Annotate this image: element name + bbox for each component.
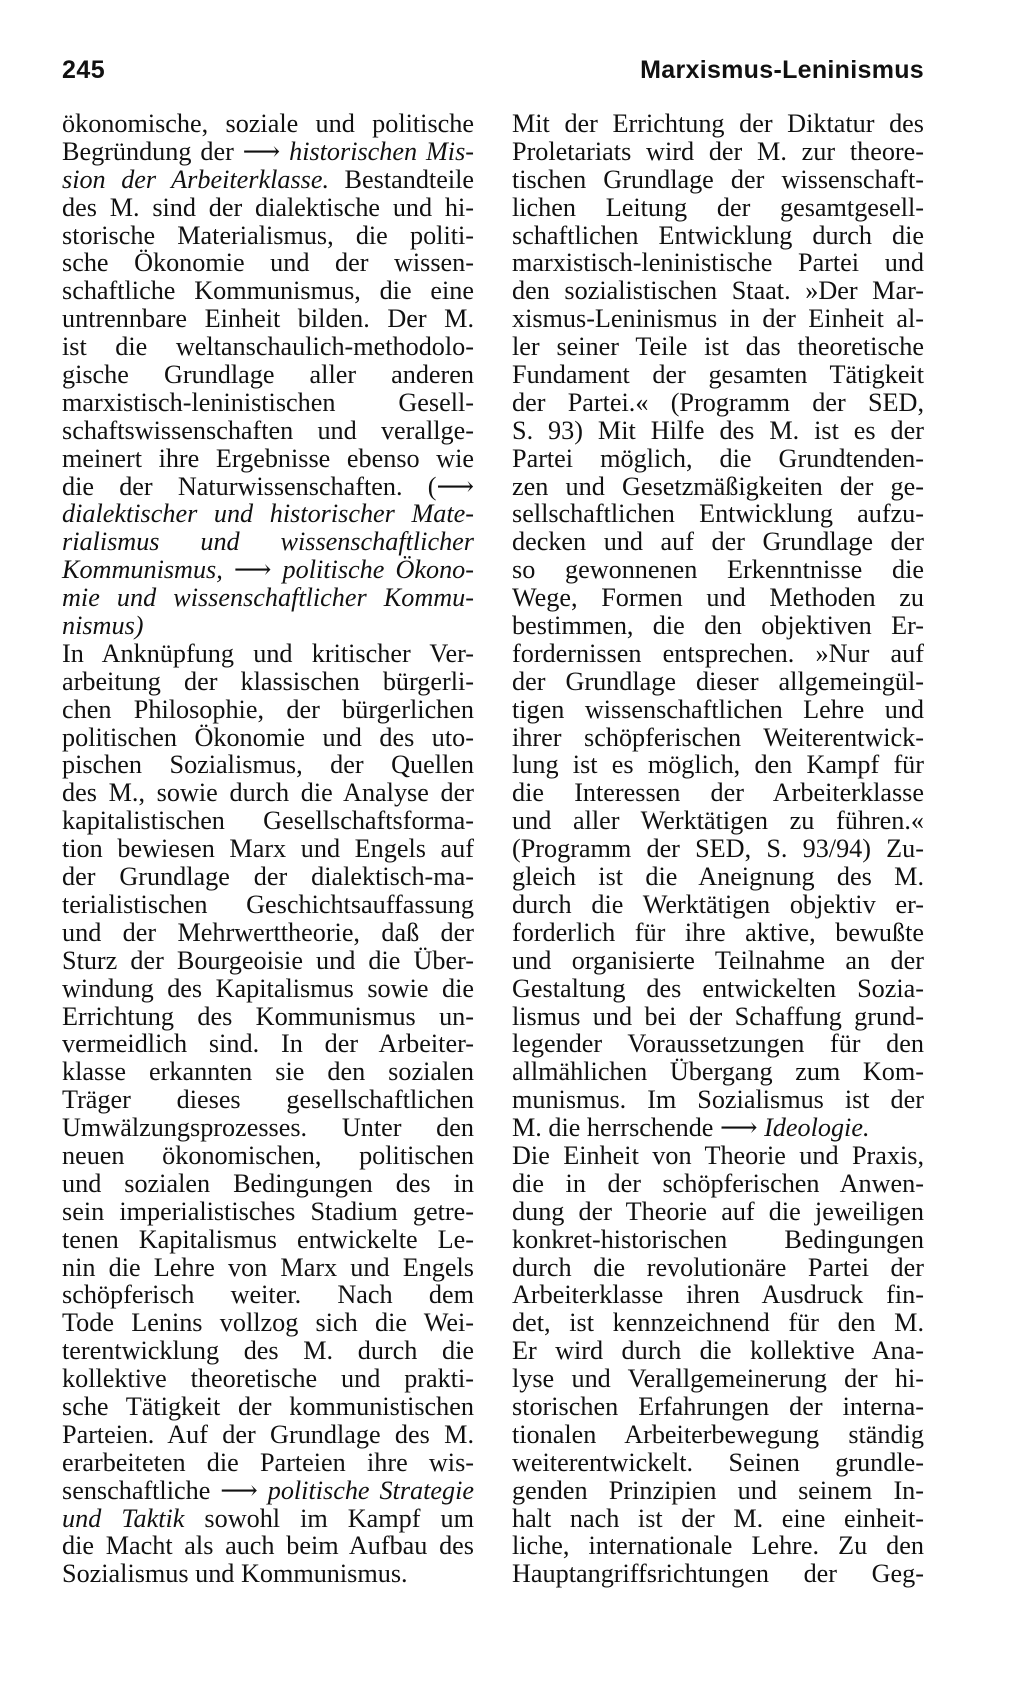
text-line: (Programm der SED, S. 93/94) Zu- (512, 834, 924, 864)
text-line: dung der Theorie auf die jeweiligen (512, 1196, 924, 1226)
text-line: kollektive theoretische und prakti- (62, 1364, 474, 1394)
text-line: schaftlichen Entwicklung durch die (512, 220, 924, 250)
text-line: sche Tätigkeit der kommunistischen (62, 1391, 474, 1421)
text-line: ler seiner Teile ist das theoretische (512, 332, 924, 362)
text-line: tion bewiesen Marx und Engels auf (62, 834, 474, 864)
text-line: vermeidlich sind. In der Arbeiter- (62, 1029, 474, 1059)
text-line: tenen Kapitalismus entwickelte Le- (62, 1224, 474, 1254)
text-line: Begründung der ⟶ historischen Mis- (62, 136, 474, 166)
text-line: Mit der Errichtung der Diktatur des (512, 109, 924, 138)
right-text-column (512, 110, 924, 1588)
text-line: sellschaftlichen Entwicklung aufzu- (512, 499, 924, 529)
text-line: sein imperialistisches Stadium getre- (62, 1196, 474, 1226)
text-line: sche Ökonomie und der wissen- (62, 248, 474, 278)
text-line: storischen Erfahrungen der interna- (512, 1391, 924, 1421)
text-line: ist die weltanschaulich-methodolo- (62, 332, 474, 362)
text-line: nin die Lehre von Marx und Engels (62, 1252, 474, 1282)
text-line: Träger dieses gesellschaftlichen (62, 1085, 474, 1115)
text-line: politischen Ökonomie und des uto- (62, 722, 474, 752)
text-line: gische Grundlage aller anderen (62, 360, 474, 390)
text-line: arbeitung der klassischen bürgerli- (62, 666, 474, 696)
text-line: pischen Sozialismus, der Quellen (62, 750, 474, 780)
text-line: forderlich für ihre aktive, bewußte (512, 917, 924, 947)
text-line: S. 93) Mit Hilfe des M. ist es der (512, 415, 924, 445)
text-line: des M. sind der dialektische und hi- (62, 192, 474, 222)
text-line: Parteien. Auf der Grundlage des M. (62, 1419, 474, 1449)
text-line: terentwicklung des M. durch die (62, 1336, 474, 1366)
text-line: Sturz der Bourgeoisie und die Über- (62, 945, 474, 975)
text-line: lung ist es möglich, den Kampf für (512, 750, 924, 780)
text-line: des M., sowie durch die Analyse der (62, 778, 474, 808)
text-line: xismus-Leninismus in der Einheit al- (512, 304, 924, 334)
text-line: dialektischer und historischer Mate- (62, 499, 474, 529)
text-line: den sozialistischen Staat. »Der Mar- (512, 276, 924, 306)
text-line: marxistisch-leninistischen Gesell- (62, 387, 474, 417)
text-line: terialistischen Geschichtsauffassung (62, 889, 474, 919)
text-line: rialismus und wissenschaftlicher (62, 527, 474, 557)
text-line: gleich ist die Aneignung des M. (512, 862, 924, 892)
text-line: det, ist kennzeichnend für den M. (512, 1308, 924, 1338)
text-line: schaftliche Kommunismus, die eine (62, 276, 474, 306)
text-line: die Macht als auch beim Aufbau des (62, 1531, 474, 1561)
text-line: der Partei.« (Programm der SED, (512, 387, 924, 417)
text-line: halt nach ist der M. eine einheit- (512, 1503, 924, 1533)
text-line: legender Voraussetzungen für den (512, 1029, 924, 1059)
text-line: durch die Werktätigen objektiv er- (512, 889, 924, 919)
text-line: M. die herrschende ⟶ Ideologie. (512, 1113, 870, 1143)
text-line: erarbeiteten die Parteien ihre wis- (62, 1447, 474, 1477)
text-line: Kommunismus, ⟶ politische Ökono- (62, 555, 474, 585)
text-line: lichen Leitung der gesamtgesell- (512, 192, 924, 222)
text-line: Er wird durch die kollektive Ana- (512, 1336, 924, 1366)
text-line: schaftswissenschaften und verallge- (62, 415, 474, 445)
text-line: senschaftliche ⟶ politische Strategie (62, 1475, 475, 1505)
text-line: Sozialismus und Kommunismus. (62, 1559, 408, 1589)
text-line: Arbeiterklasse ihren Ausdruck fin- (512, 1280, 924, 1310)
text-line: fordernissen entsprechen. »Nur auf (512, 638, 924, 668)
text-line: marxistisch-leninistische Partei und (512, 248, 924, 278)
text-line: und der Mehrwerttheorie, daß der (62, 917, 474, 947)
text-line: der Grundlage der dialektisch-ma- (62, 862, 474, 892)
text-line: und aller Werktätigen zu führen.« (512, 806, 924, 836)
running-head: Marxismus-Leninismus (640, 56, 924, 84)
page-number: 245 (62, 56, 106, 84)
text-line: untrennbare Einheit bilden. Der M. (62, 304, 474, 334)
text-line: genden Prinzipien und seinem In- (512, 1475, 924, 1505)
text-line: Die Einheit von Theorie und Praxis, (512, 1140, 924, 1170)
text-line: Tode Lenins vollzog sich die Wei- (62, 1308, 474, 1338)
text-line: zen und Gesetzmäßigkeiten der ge- (512, 471, 924, 501)
text-line: klasse erkannten sie den sozialen (62, 1057, 474, 1087)
text-line: Proletariats wird der M. zur theore- (512, 136, 924, 166)
text-line: meinert ihre Ergebnisse ebenso wie (62, 443, 474, 473)
text-line: Fundament der gesamten Tätigkeit (512, 360, 924, 390)
text-line: Hauptangriffsrichtungen der Geg- (512, 1559, 924, 1589)
text-line: Umwälzungsprozesses. Unter den (62, 1113, 474, 1143)
text-line: durch die revolutionäre Partei der (512, 1252, 924, 1282)
text-line: munismus. Im Sozialismus ist der (512, 1085, 924, 1115)
text-line: windung des Kapitalismus sowie die (62, 973, 474, 1003)
text-line: In Anknüpfung und kritischer Ver- (62, 638, 474, 668)
text-line: die Interessen der Arbeiterklasse (512, 778, 924, 808)
text-line: und Taktik sowohl im Kampf um (62, 1503, 474, 1533)
text-line: kapitalistischen Gesellschaftsforma- (62, 806, 474, 836)
text-line: sion der Arbeiterklasse. Bestandteile (62, 164, 474, 194)
text-line: bestimmen, die den objektiven Er- (512, 611, 924, 641)
text-line: die in der schöpferischen Anwen- (512, 1168, 924, 1198)
text-line: tigen wissenschaftlichen Lehre und (512, 694, 924, 724)
text-line: Wege, Formen und Methoden zu (512, 583, 924, 613)
text-line: ökonomische, soziale und politische (62, 109, 474, 138)
text-line: Errichtung des Kommunismus un- (62, 1001, 474, 1031)
text-line: chen Philosophie, der bürgerlichen (62, 694, 474, 724)
text-line: so gewonnenen Erkenntnisse die (512, 555, 924, 585)
text-line: und sozialen Bedingungen des in (62, 1168, 474, 1198)
text-line: weiterentwickelt. Seinen grundle- (512, 1447, 924, 1477)
text-line: storische Materialismus, die politi- (62, 220, 474, 250)
left-text-column (62, 110, 474, 1588)
text-line: mie und wissenschaftlicher Kommu- (62, 583, 474, 613)
text-line: und organisierte Teilnahme an der (512, 945, 924, 975)
text-line: liche, internationale Lehre. Zu den (512, 1531, 924, 1561)
text-line: schöpferisch weiter. Nach dem (62, 1280, 474, 1310)
text-line: tionalen Arbeiterbewegung ständig (512, 1419, 924, 1449)
text-line: allmählichen Übergang zum Kom- (512, 1057, 924, 1087)
page-header (62, 56, 924, 92)
text-line: lyse und Verallgemeinerung der hi- (512, 1364, 924, 1394)
text-line: Gestaltung des entwickelten Sozia- (512, 973, 924, 1003)
text-line: der Grundlage dieser allgemeingül- (512, 666, 924, 696)
text-line: ihrer schöpferischen Weiterentwick- (512, 722, 924, 752)
text-line: lismus und bei der Schaffung grund- (512, 1001, 924, 1031)
text-line: Partei möglich, die Grundtenden- (512, 443, 924, 473)
text-line: konkret-historischen Bedingungen (512, 1224, 924, 1254)
text-line: decken und auf der Grundlage der (512, 527, 924, 557)
text-line: neuen ökonomischen, politischen (62, 1140, 474, 1170)
text-line: die der Naturwissenschaften. (⟶ (62, 471, 474, 501)
text-line: nismus) (62, 611, 144, 641)
text-line: tischen Grundlage der wissenschaft- (512, 164, 924, 194)
